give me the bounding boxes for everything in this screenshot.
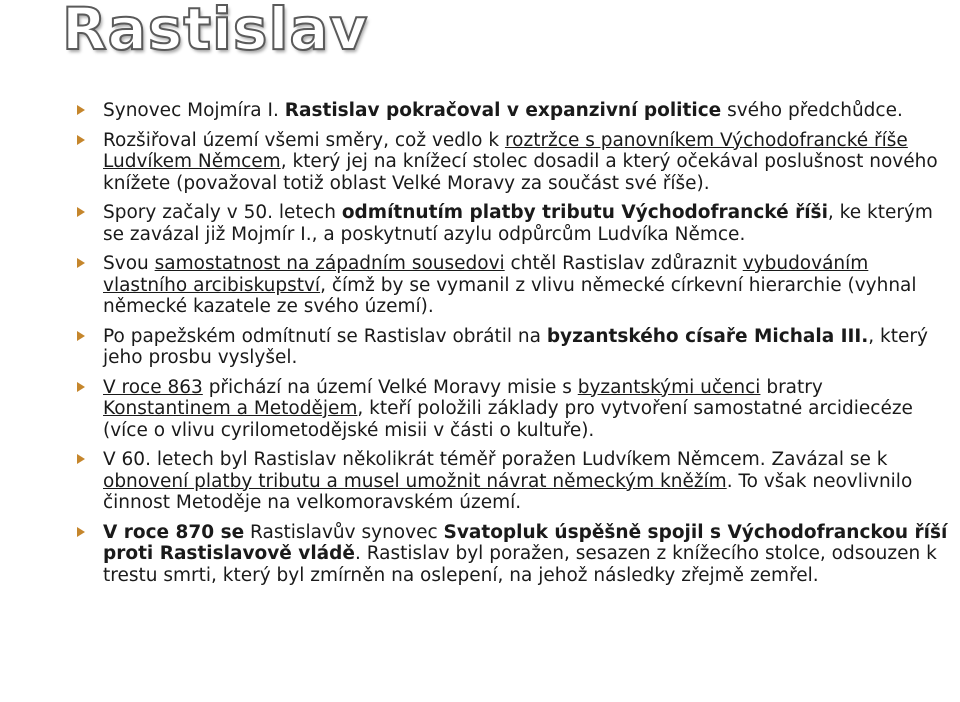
bullet-text: byzantského císaře Michala III. xyxy=(546,325,869,347)
bullet-text: V 60. letech byl Rastislav několikrát téměř poražen Ludvíkem Němcem. Zavázal se k xyxy=(103,449,888,470)
bullet-text: Svatopluk úspěšně spojil s Východofranckou říší proti Rastislavově vládě xyxy=(103,521,948,564)
bullet-item xyxy=(0,130,960,195)
bullet-text: vybudováním vlastního arcibiskupství xyxy=(103,253,869,296)
bullet-item xyxy=(0,100,960,122)
bullet-text: odmítnutím platby tributu Východofrancké říši xyxy=(341,202,828,223)
bullet-arrow-icon xyxy=(77,331,85,341)
bullet-text: Konstantinem a Metodějem xyxy=(103,398,358,419)
bullet-text: , kteří položili základy pro vytvoření samostatné arcidiecéze (více o vlivu cyrilometodějské misii v části o kultuře). xyxy=(103,398,913,441)
bullet-arrow-icon xyxy=(77,527,85,537)
bullet-text: samostatnost na západním sousedovi xyxy=(154,253,505,274)
bullet-text: , který jej na knížecí stolec dosadil a který očekával poslušnost nového knížete (považoval totiž oblast Velké Moravy za součást své říše). xyxy=(103,151,938,194)
bullet-text: . To však neovlivnilo činnost Metoděje na velkomoravském území. xyxy=(103,470,913,513)
bullet-item xyxy=(0,449,960,514)
bullet-text: , čímž by se vymanil z vlivu německé církevní hierarchie (vyhnal německé kazatele ze svého území). xyxy=(103,274,917,317)
bullet-arrow-icon xyxy=(77,382,85,392)
bullet-item xyxy=(0,377,960,442)
bullet-item xyxy=(0,253,960,318)
bullet-arrow-icon xyxy=(77,135,85,145)
bullet-item xyxy=(0,522,960,587)
bullet-arrow-icon xyxy=(77,258,85,268)
bullet-text: byzantskými učenci xyxy=(577,376,761,398)
bullet-text: roztržce s panovníkem Východofrancké říše Ludvíkem Němcem xyxy=(103,129,908,172)
bullet-arrow-icon xyxy=(77,207,85,217)
bullet-text: přichází na území Velké Moravy misie s xyxy=(202,376,578,398)
bullet-text: bratry xyxy=(760,376,823,398)
bullet-item xyxy=(0,326,960,369)
bullet-arrow-icon xyxy=(77,105,85,115)
bullet-text: Spory začaly v 50. letech xyxy=(103,202,342,223)
bullet-text: Synovec Mojmíra I. xyxy=(103,100,285,121)
bullet-text: , ke kterým se zavázal již Mojmír I., a poskytnutí azylu odpůrcům Ludvíka Němce. xyxy=(103,202,933,245)
bullet-text: Rozšiřoval území všemi směry, což vedlo k xyxy=(103,129,505,151)
bullet-arrow-icon xyxy=(77,454,85,464)
bullet-item xyxy=(0,202,960,245)
bullet-text: Svou xyxy=(103,253,155,274)
bullet-text: chtěl Rastislav zdůraznit xyxy=(504,253,743,274)
page-title: Rastislav xyxy=(62,0,369,63)
bullet-text: Po papežském odmítnutí se Rastislav obrátil na xyxy=(103,325,547,347)
bullet-text: svého předchůdce. xyxy=(721,100,903,121)
bullet-text: Rastislav pokračoval v expanzivní politice xyxy=(284,100,722,121)
bullet-text: obnovení platby tributu a musel umožnit návrat německým kněžím xyxy=(103,470,727,492)
bullet-text: . Rastislav byl poražen, sesazen z knížecího stolce, odsouzen k trestu smrti, který byl zmírněn na oslepení, na jehož následky zřejmě zemřel. xyxy=(103,543,937,586)
bullet-text: Rastislavův synovec xyxy=(244,521,444,543)
bullet-text: V roce 870 se xyxy=(103,521,245,543)
bullet-list xyxy=(0,100,960,594)
bullet-text: , který jeho prosbu vyslyšel. xyxy=(103,325,928,368)
bullet-text: V roce 863 xyxy=(103,376,203,398)
